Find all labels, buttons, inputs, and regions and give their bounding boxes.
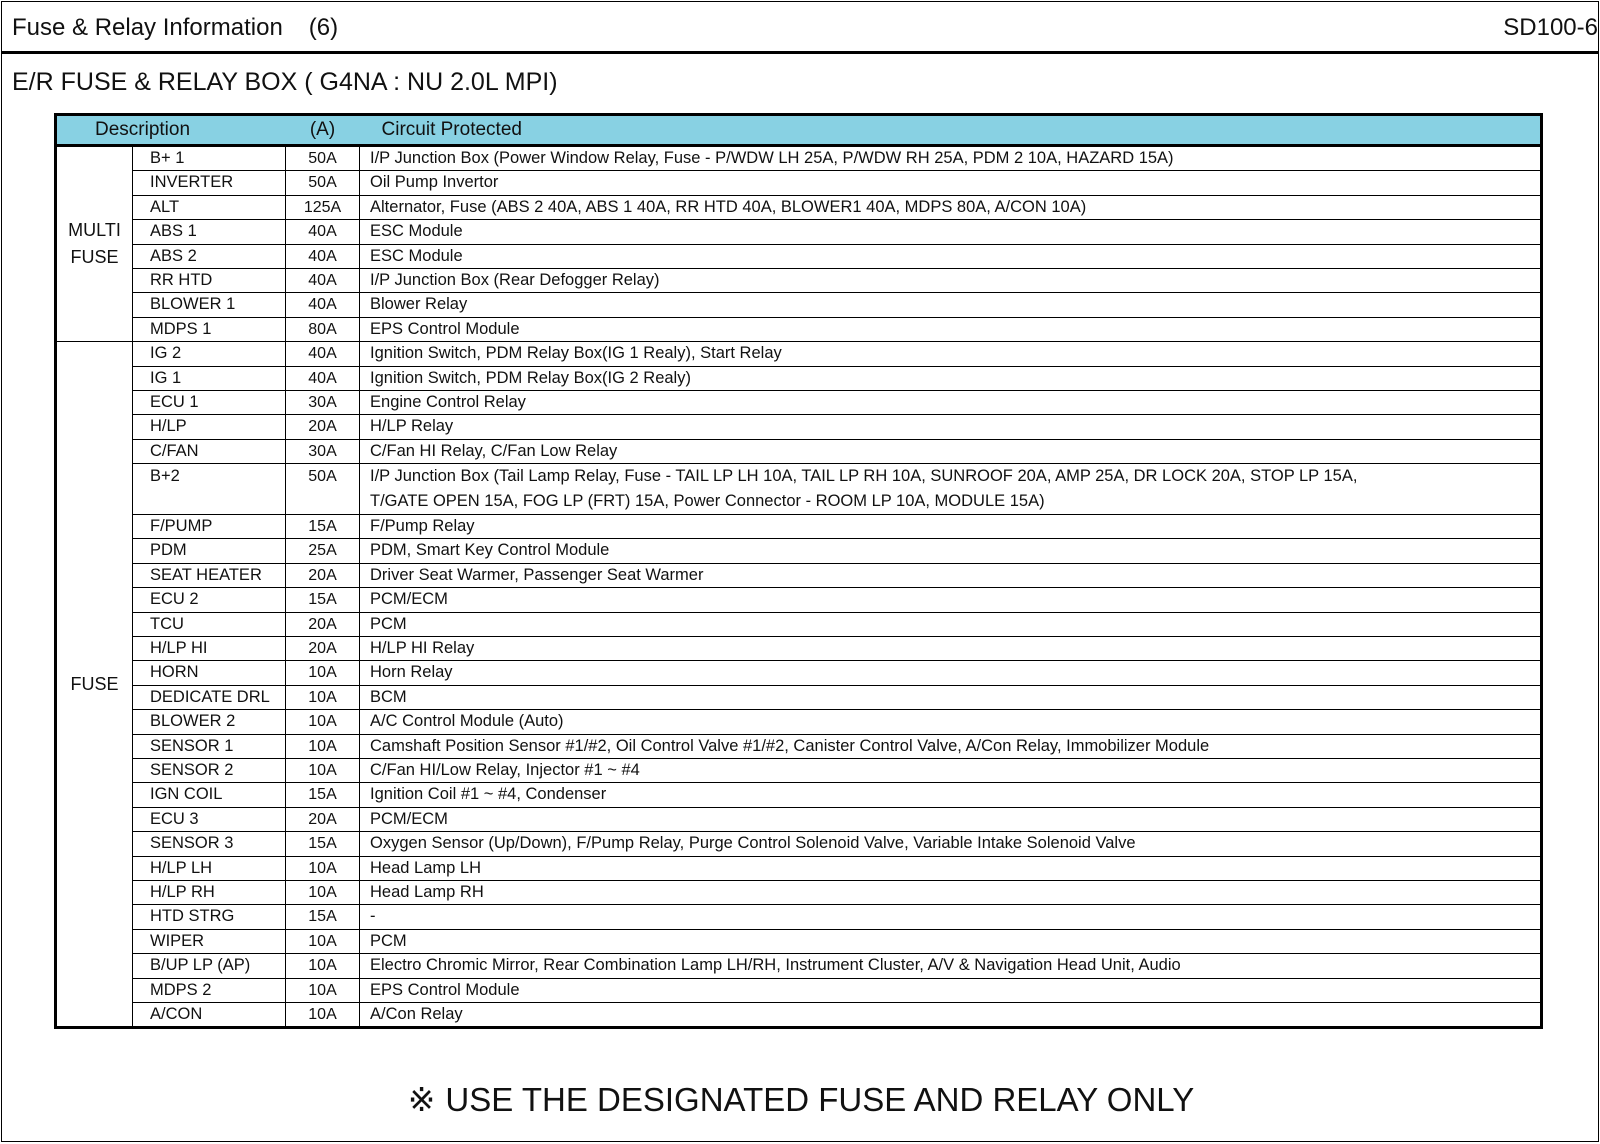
circuit-line: Head Lamp LH [370,858,481,877]
circuit-protected [360,978,1542,1002]
circuit-line: Ignition Switch, PDM Relay Box(IG 1 Realy), Start Relay [370,344,782,363]
table-row [56,832,1542,856]
circuit-protected [360,366,1542,390]
fuse-amperage: 40A [286,220,360,244]
fuse-name: SENSOR 3 [133,832,286,856]
table-row [56,929,1542,953]
fuse-name: IGN COIL [133,783,286,807]
fuse-amperage: 15A [286,783,360,807]
fuse-amperage: 10A [286,758,360,782]
circuit-line: PDM, Smart Key Control Module [370,541,610,560]
circuit-protected [360,685,1542,709]
circuit-protected [360,244,1542,268]
fuse-amperage: 10A [286,685,360,709]
circuit-protected [360,268,1542,292]
circuit-line: PCM [370,614,407,633]
table-row [56,171,1542,195]
circuit-protected [360,710,1542,734]
table-row [56,515,1542,539]
fuse-amperage: 40A [286,268,360,292]
circuit-line: PCM [370,931,407,950]
fuse-amperage: 10A [286,978,360,1002]
group-label [56,342,133,1028]
fuse-amperage: 40A [286,366,360,390]
column-header-amp: (A) [286,115,360,146]
fuse-amperage: 20A [286,807,360,831]
fuse-name: ALT [133,195,286,219]
table-row [56,244,1542,268]
table-row [56,1002,1542,1027]
circuit-protected [360,929,1542,953]
circuit-protected [360,439,1542,463]
fuse-name: HTD STRG [133,905,286,929]
table-row [56,685,1542,709]
fuse-name: ECU 2 [133,588,286,612]
circuit-protected [360,1002,1542,1027]
column-header-description: Description [56,115,286,146]
circuit-protected [360,390,1542,414]
circuit-protected [360,293,1542,317]
circuit-protected [360,758,1542,782]
fuse-name: F/PUMP [133,515,286,539]
circuit-protected [360,588,1542,612]
fuse-name: H/LP LH [133,856,286,880]
table-row [56,563,1542,587]
table-row [56,880,1542,904]
fuse-amperage: 10A [286,856,360,880]
fuse-name: SENSOR 1 [133,734,286,758]
fuse-amperage: 40A [286,342,360,366]
table-row [56,978,1542,1002]
fuse-table [54,113,1543,1029]
reference-mark-icon: ※ [407,1081,436,1118]
fuse-name: B+ 1 [133,146,286,171]
fuse-amperage: 10A [286,734,360,758]
fuse-amperage: 10A [286,1002,360,1027]
circuit-line: PCM/ECM [370,590,448,609]
table-row [56,710,1542,734]
fuse-name: H/LP HI [133,637,286,661]
table-row [56,317,1542,341]
table-row [56,293,1542,317]
circuit-line: Driver Seat Warmer, Passenger Seat Warmer [370,565,704,584]
circuit-line: Ignition Coil #1 ~ #4, Condenser [370,785,607,804]
fuse-name: MDPS 2 [133,978,286,1002]
fuse-amperage: 20A [286,415,360,439]
table-row [56,954,1542,978]
fuse-name: A/CON [133,1002,286,1027]
fuse-amperage: 10A [286,929,360,953]
fuse-amperage: 20A [286,637,360,661]
fuse-amperage: 40A [286,293,360,317]
circuit-protected [360,612,1542,636]
table-row [56,661,1542,685]
table-row [56,588,1542,612]
fuse-amperage: 10A [286,661,360,685]
table-row [56,637,1542,661]
circuit-line: Camshaft Position Sensor #1/#2, Oil Control Valve #1/#2, Canister Control Valve, A/Con Relay, Immobilizer Module [370,736,1210,755]
circuit-line: I/P Junction Box (Rear Defogger Relay) [370,270,660,289]
circuit-protected [360,832,1542,856]
circuit-protected [360,342,1542,366]
section-title: E/R FUSE & RELAY BOX ( G4NA : NU 2.0L MPI) [12,68,558,96]
circuit-line: F/Pump Relay [370,517,475,536]
fuse-name: BLOWER 1 [133,293,286,317]
circuit-protected [360,317,1542,341]
fuse-amperage: 10A [286,710,360,734]
circuit-protected [360,856,1542,880]
circuit-protected [360,415,1542,439]
column-header-circuit: Circuit Protected [360,115,1542,146]
circuit-line: Oil Pump Invertor [370,173,499,192]
table-row [56,734,1542,758]
fuse-amperage: 10A [286,880,360,904]
fuse-name: IG 1 [133,366,286,390]
circuit-protected [360,515,1542,539]
page-header [2,2,1598,54]
fuse-name: WIPER [133,929,286,953]
table-row [56,366,1542,390]
fuse-amperage: 25A [286,539,360,563]
table-header-row [56,115,1542,146]
table-row [56,539,1542,563]
fuse-name: HORN [133,661,286,685]
fuse-name: SEAT HEATER [133,563,286,587]
group-label-line: FUSE [70,247,119,268]
circuit-protected [360,637,1542,661]
circuit-line: Horn Relay [370,663,453,682]
fuse-amperage: 10A [286,954,360,978]
table-row [56,390,1542,414]
fuse-amperage: 40A [286,244,360,268]
circuit-line: Head Lamp RH [370,882,484,901]
fuse-amperage: 20A [286,612,360,636]
circuit-protected [360,783,1542,807]
table-row [56,856,1542,880]
group-label-line: MULTI [68,220,121,241]
fuse-name: H/LP [133,415,286,439]
fuse-name: ABS 1 [133,220,286,244]
fuse-amperage: 50A [286,146,360,171]
circuit-line: - [370,907,376,926]
circuit-line: I/P Junction Box (Power Window Relay, Fuse - P/WDW LH 25A, P/WDW RH 25A, PDM 2 10A, HAZARD 15A) [370,149,1174,167]
fuse-amperage: 20A [286,563,360,587]
circuit-protected [360,661,1542,685]
fuse-amperage: 15A [286,515,360,539]
table-row [56,758,1542,782]
fuse-name: B/UP LP (AP) [133,954,286,978]
circuit-line: PCM/ECM [370,809,448,828]
fuse-name: H/LP RH [133,880,286,904]
circuit-line: I/P Junction Box (Tail Lamp Relay, Fuse - TAIL LP LH 10A, TAIL LP RH 10A, SUNROOF 20A, AMP 25A, DR LOCK 20A, STOP LP 15A, [370,467,1358,486]
circuit-line: H/LP Relay [370,417,454,436]
table-row [56,783,1542,807]
table-row [56,268,1542,292]
circuit-protected [360,220,1542,244]
fuse-name: DEDICATE DRL [133,685,286,709]
circuit-line: Oxygen Sensor (Up/Down), F/Pump Relay, Purge Control Solenoid Valve, Variable Intake Solenoid Valve [370,834,1136,853]
fuse-amperage: 15A [286,832,360,856]
table-row [56,807,1542,831]
header-title [12,14,338,42]
circuit-protected [360,563,1542,587]
circuit-line: ESC Module [370,246,463,265]
circuit-line: Electro Chromic Mirror, Rear Combination Lamp LH/RH, Instrument Cluster, A/V & Navigation Head Unit, Audio [370,956,1181,975]
fuse-table-body [56,146,1542,1028]
notice-text [2,1080,1600,1119]
fuse-name: ECU 1 [133,390,286,414]
circuit-protected [360,171,1542,195]
circuit-protected [360,905,1542,929]
fuse-name: ABS 2 [133,244,286,268]
fuse-amperage: 30A [286,439,360,463]
circuit-protected [360,734,1542,758]
circuit-line: H/LP HI Relay [370,639,475,658]
circuit-line: Alternator, Fuse (ABS 2 40A, ABS 1 40A, RR HTD 40A, BLOWER1 40A, MDPS 80A, A/CON 10A) [370,197,1087,216]
fuse-amperage: 50A [286,464,360,515]
group-label-line: FUSE [70,673,119,694]
table-row [56,195,1542,219]
fuse-name: B+2 [133,464,286,515]
fuse-amperage: 125A [286,195,360,219]
fuse-name: IG 2 [133,342,286,366]
table-row [56,415,1542,439]
table-row [56,905,1542,929]
circuit-line: A/C Control Module (Auto) [370,712,564,731]
fuse-name: ECU 3 [133,807,286,831]
circuit-protected [360,807,1542,831]
circuit-line: BCM [370,687,407,706]
fuse-name: INVERTER [133,171,286,195]
fuse-name: C/FAN [133,439,286,463]
table-row [56,342,1542,366]
fuse-name: RR HTD [133,268,286,292]
circuit-line: Blower Relay [370,295,468,314]
fuse-name: SENSOR 2 [133,758,286,782]
fuse-amperage: 15A [286,588,360,612]
table-row [56,146,1542,171]
circuit-protected [360,464,1542,515]
circuit-protected [360,954,1542,978]
fuse-amperage: 80A [286,317,360,341]
circuit-line: C/Fan HI/Low Relay, Injector #1 ~ #4 [370,760,640,779]
fuse-name: BLOWER 2 [133,710,286,734]
circuit-line: T/GATE OPEN 15A, FOG LP (FRT) 15A, Power Connector - ROOM LP 10A, MODULE 15A) [370,492,1045,511]
circuit-line: EPS Control Module [370,980,520,999]
header-code: SD100-6 [1503,14,1598,41]
circuit-line: A/Con Relay [370,1004,463,1023]
circuit-protected [360,880,1542,904]
table-row [56,612,1542,636]
fuse-name: MDPS 1 [133,317,286,341]
fuse-amperage: 50A [286,171,360,195]
fuse-name: TCU [133,612,286,636]
header-page-number: (6) [308,14,339,41]
circuit-line: Ignition Switch, PDM Relay Box(IG 2 Realy) [370,368,691,387]
fuse-amperage: 15A [286,905,360,929]
circuit-protected [360,146,1542,171]
table-row [56,464,1542,515]
circuit-protected [360,539,1542,563]
circuit-line: EPS Control Module [370,319,520,338]
circuit-protected [360,195,1542,219]
document-page [1,1,1599,1142]
circuit-line: C/Fan HI Relay, C/Fan Low Relay [370,441,618,460]
fuse-name: PDM [133,539,286,563]
table-row [56,220,1542,244]
circuit-line: Engine Control Relay [370,392,526,411]
fuse-amperage: 30A [286,390,360,414]
header-title-text: Fuse & Relay Information [12,14,283,41]
group-label [56,146,133,342]
circuit-line: ESC Module [370,222,463,241]
notice-message: USE THE DESIGNATED FUSE AND RELAY ONLY [445,1081,1195,1118]
table-row [56,439,1542,463]
